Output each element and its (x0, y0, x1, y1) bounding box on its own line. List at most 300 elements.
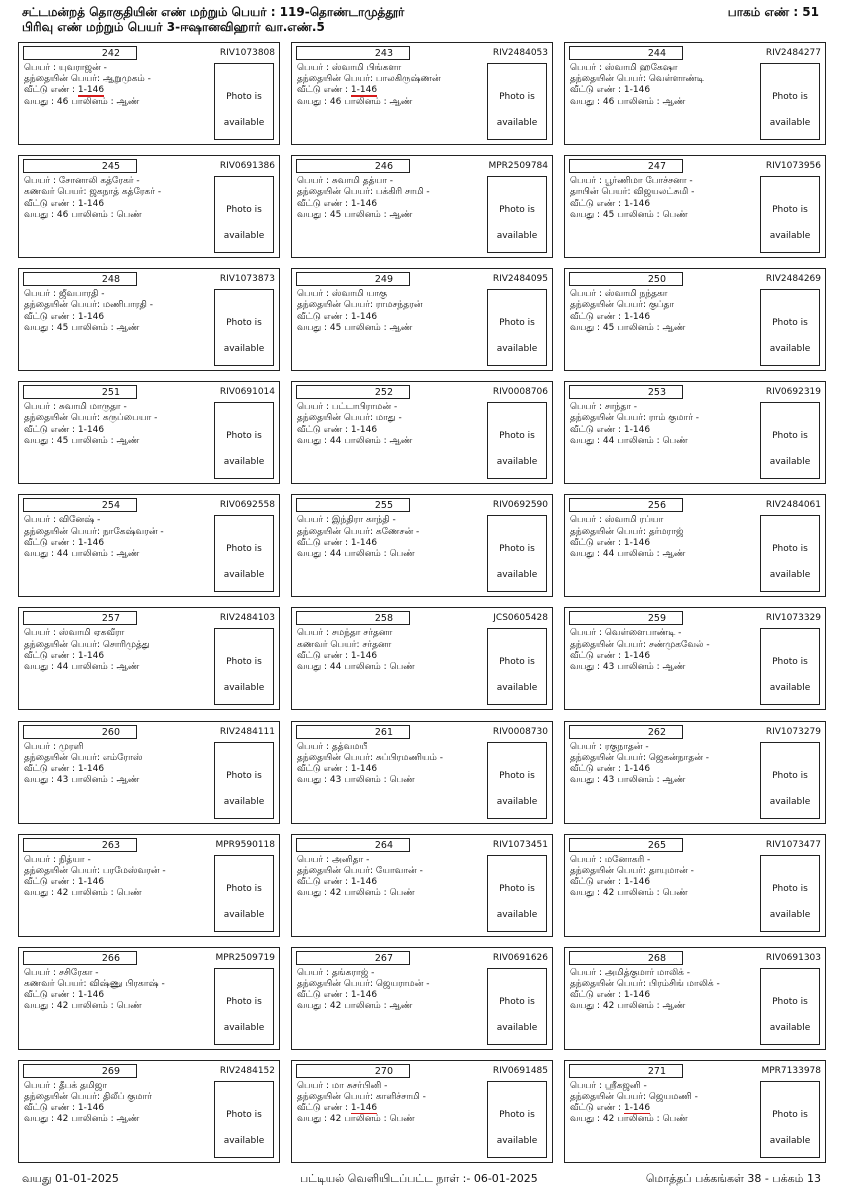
voter-name: பெயர் : நித்யா - (24, 854, 91, 865)
epic-number: RIV1073956 (765, 161, 821, 172)
gender-value: பெண் (116, 888, 142, 899)
footer-publication-date: பட்டியல் வெளியிடப்பட்ட நாள் :- 06-01-2025 (300, 1172, 538, 1185)
age-value: 44 (602, 435, 615, 446)
gender-value: ஆண் (662, 96, 686, 107)
gender-value: ஆண் (662, 662, 686, 673)
age-gender-line (24, 97, 214, 108)
gender-value: ஆண் (389, 1001, 413, 1012)
photo-text-line2: available (223, 683, 265, 694)
house-label: வீட்டு எண் : (570, 1103, 624, 1114)
serial-number: 251 (23, 385, 137, 399)
house-label: வீட்டு எண் : (570, 537, 624, 548)
footer-age-date: வயது 01-01-2025 (22, 1172, 119, 1185)
epic-number: MPR7133978 (761, 1065, 821, 1076)
serial-number: 261 (296, 725, 410, 739)
serial-number: 266 (23, 951, 137, 965)
serial-number: 244 (569, 46, 683, 60)
house-label: வீட்டு எண் : (297, 85, 351, 96)
photo-text-line1: Photo is (772, 883, 808, 894)
house-label: வீட்டு எண் : (297, 990, 351, 1001)
epic-number: MPR2509784 (488, 161, 548, 172)
gender-label: பாலினம் : (341, 96, 390, 107)
photo-text-line1: Photo is (499, 92, 535, 102)
house-number-line (570, 651, 760, 662)
house-label: வீட்டு எண் : (24, 990, 78, 1001)
epic-number: RIV1073477 (765, 839, 821, 850)
house-number: 1-146 (77, 537, 105, 548)
relation-name: தந்தையின் பெயர்: பிரம்சிங் மாலிக் - (570, 978, 720, 989)
gender-value: பெண் (389, 662, 415, 673)
house-number-line (24, 877, 214, 888)
gender-label: பாலினம் : (341, 775, 390, 786)
age-label: வயது : (297, 548, 330, 559)
age-gender-line (24, 210, 214, 221)
photo-placeholder (214, 628, 274, 705)
voter-details (297, 176, 487, 221)
house-number-line (570, 764, 760, 775)
photo-text-line1: Photo is (499, 205, 535, 216)
house-label: வீட்டு எண் : (570, 85, 624, 96)
epic-number: RIV2484053 (492, 48, 548, 58)
relation-name: தந்தையின் பெயர்: சொரிமுத்து (24, 639, 150, 650)
relation-name: கணவர் பெயர்: சர்தனா (297, 639, 392, 650)
house-number-line (24, 990, 214, 1001)
age-label: வயது : (570, 209, 603, 220)
photo-placeholder (214, 402, 274, 479)
serial-number: 262 (569, 725, 683, 739)
house-number-line (570, 312, 760, 323)
age-value: 46 (56, 96, 69, 107)
age-label: வயது : (24, 775, 57, 786)
voter-name: பெயர் : பூர்ணிமா போச்சனா - (570, 176, 693, 187)
photo-placeholder (760, 628, 820, 705)
age-value: 45 (56, 435, 69, 446)
gender-value: ஆண் (389, 435, 413, 446)
photo-text-line2: available (769, 231, 811, 242)
house-number-line (297, 312, 487, 323)
gender-label: பாலினம் : (68, 775, 117, 786)
voter-card (564, 1060, 826, 1163)
age-label: வயது : (24, 1114, 57, 1125)
voter-card (18, 155, 280, 258)
age-value: 46 (329, 96, 342, 107)
epic-number: RIV0692558 (219, 500, 275, 511)
gender-label: பாலினம் : (614, 209, 663, 220)
age-label: வயது : (24, 548, 57, 559)
photo-text-line1: Photo is (772, 431, 808, 442)
serial-number: 249 (296, 272, 410, 286)
voter-card (564, 607, 826, 710)
photo-placeholder (487, 176, 547, 253)
voter-card (18, 834, 280, 937)
gender-value: ஆண் (116, 435, 140, 446)
voter-name: பெயர் : முரளி (24, 741, 84, 752)
gender-label: பாலினம் : (68, 1114, 117, 1125)
epic-number: RIV1073873 (219, 274, 275, 285)
house-number: 1-146 (350, 990, 378, 1001)
house-number: 1-146 (623, 650, 651, 661)
serial-number: 252 (296, 385, 410, 399)
serial-number: 263 (23, 838, 137, 852)
voter-card (564, 947, 826, 1050)
photo-placeholder (760, 968, 820, 1045)
age-value: 42 (602, 888, 615, 899)
voter-details (24, 628, 214, 673)
age-gender-line (297, 1114, 487, 1125)
gender-label: பாலினம் : (341, 322, 390, 333)
voter-card (564, 268, 826, 371)
relation-name: தந்தையின் பெயர்: பாலகிருஷ்ணன் (297, 74, 441, 85)
photo-placeholder (487, 855, 547, 932)
age-value: 45 (329, 209, 342, 220)
age-gender-line (24, 888, 214, 899)
relation-name: தந்தையின் பெயர்: யோவான் - (297, 865, 423, 876)
photo-placeholder (214, 1081, 274, 1158)
voter-details (24, 63, 214, 108)
relation-name: தந்தையின் பெயர்: ஆறுமுகம் - (24, 74, 151, 85)
epic-number: MPR2509719 (215, 952, 275, 963)
age-label: வயது : (24, 1001, 57, 1012)
voter-name: பெயர் : வெள்ளைபாண்டி - (570, 628, 682, 639)
photo-text-line1: Photo is (772, 318, 808, 329)
house-number-line (570, 1103, 760, 1114)
photo-text-line2: available (223, 1022, 265, 1033)
gender-label: பாலினம் : (341, 1114, 390, 1125)
gender-label: பாலினம் : (614, 96, 663, 107)
gender-label: பாலினம் : (68, 662, 117, 673)
house-label: வீட்டு எண் : (570, 990, 624, 1001)
footer-page-info: மொத்தப் பக்கங்கள் 38 - பக்கம் 13 (645, 1172, 821, 1185)
voter-card (18, 381, 280, 484)
age-value: 42 (602, 1114, 615, 1125)
gender-value: பெண் (116, 209, 142, 220)
voter-name: பெயர் : சுவாமி மாருதா - (24, 402, 127, 413)
photo-placeholder (214, 742, 274, 819)
age-value: 43 (602, 662, 615, 673)
gender-value: ஆண் (662, 1001, 686, 1012)
relation-name: தாயின் பெயர்: விஜயலட்சுமி - (570, 187, 695, 198)
age-gender-line (297, 1001, 487, 1012)
voter-card (291, 268, 553, 371)
voter-details (297, 63, 487, 108)
photo-text-line1: Photo is (226, 431, 262, 442)
relation-name: தந்தையின் பெயர்: கணேசன் - (297, 526, 420, 537)
voter-details (570, 402, 760, 447)
house-number: 1-146 (350, 763, 378, 774)
house-label: வீட்டு எண் : (297, 311, 351, 322)
house-number-line (570, 425, 760, 436)
age-label: வயது : (297, 888, 330, 899)
house-number: 1-146 (623, 537, 651, 548)
house-label: வீட்டு எண் : (24, 877, 78, 888)
age-gender-line (570, 1001, 760, 1012)
section-title: பிரிவு எண் மற்றும் பெயர் 3-ஈஷானவிஹார் வா.எண்.5 (22, 20, 325, 34)
age-value: 46 (56, 209, 69, 220)
photo-text-line1: Photo is (499, 996, 535, 1007)
photo-text-line1: Photo is (226, 657, 262, 668)
house-number-line (24, 764, 214, 775)
age-value: 44 (329, 662, 342, 673)
age-gender-line (570, 97, 760, 108)
house-label: வீட்டு எண் : (297, 537, 351, 548)
photo-placeholder (487, 402, 547, 479)
house-number-line (570, 538, 760, 549)
relation-name: தந்தையின் பெயர்: ஜெயராமன் - (297, 978, 430, 989)
age-gender-line (570, 888, 760, 899)
gender-value: ஆண் (389, 209, 413, 220)
epic-number: RIV0691386 (219, 161, 275, 172)
serial-number: 267 (296, 951, 410, 965)
house-number-line (570, 877, 760, 888)
photo-text-line2: available (496, 118, 538, 128)
voter-card (291, 834, 553, 937)
voter-details (570, 742, 760, 787)
house-number: 1-146 (350, 650, 378, 661)
house-number-line (24, 538, 214, 549)
gender-value: பெண் (389, 888, 415, 899)
gender-label: பாலினம் : (614, 888, 663, 899)
voter-card-grid (18, 42, 826, 1156)
age-value: 43 (602, 775, 615, 786)
age-gender-line (570, 323, 760, 334)
photo-placeholder (487, 742, 547, 819)
house-number-line (24, 199, 214, 210)
voter-card (291, 381, 553, 484)
house-label: வீட்டு எண் : (570, 424, 624, 435)
photo-text-line2: available (223, 796, 265, 807)
voter-details (297, 855, 487, 900)
age-value: 44 (329, 548, 342, 559)
photo-text-line1: Photo is (772, 1109, 808, 1120)
relation-name: தந்தையின் பெயர்: காளிச்சாமி - (297, 1092, 426, 1103)
serial-number: 255 (296, 498, 410, 512)
age-label: வயது : (297, 775, 330, 786)
photo-placeholder (487, 63, 547, 140)
voter-name: பெயர் : ஸ்வாமி ஹகேஷா (570, 63, 678, 73)
photo-text-line1: Photo is (499, 1109, 535, 1120)
epic-number: RIV2484277 (765, 48, 821, 58)
house-number-highlighted: 1-146 (350, 1103, 378, 1114)
house-number-line (297, 425, 487, 436)
gender-label: பாலினம் : (341, 888, 390, 899)
voter-details (570, 968, 760, 1013)
house-number: 1-146 (350, 537, 378, 548)
photo-text-line1: Photo is (499, 318, 535, 329)
voter-card (291, 947, 553, 1050)
photo-placeholder (214, 855, 274, 932)
voter-card (564, 42, 826, 145)
age-value: 42 (329, 1114, 342, 1125)
age-label: வயது : (570, 322, 603, 333)
voter-name: பெயர் : மனோகரி - (570, 854, 651, 865)
age-label: வயது : (570, 662, 603, 673)
gender-label: பாலினம் : (614, 435, 663, 446)
gender-label: பாலினம் : (341, 662, 390, 673)
gender-value: பெண் (116, 1001, 142, 1012)
serial-number: 248 (23, 272, 137, 286)
serial-number: 268 (569, 951, 683, 965)
house-number: 1-146 (623, 198, 651, 209)
serial-number: 259 (569, 611, 683, 625)
house-number: 1-146 (623, 877, 651, 888)
gender-label: பாலினம் : (68, 548, 117, 559)
age-value: 45 (602, 322, 615, 333)
relation-name: கணவர் பெயர்: ஜகநாத் கத்ரேகர் - (24, 187, 162, 198)
gender-label: பாலினம் : (341, 209, 390, 220)
voter-card (291, 42, 553, 145)
constituency-title: சட்டமன்றத் தொகுதியின் எண் மற்றும் பெயர் : 119-தொண்டாமுத்தூர் (22, 5, 405, 19)
relation-name: தந்தையின் பெயர்: வெள்ளாண்டி (570, 74, 705, 85)
photo-text-line1: Photo is (499, 770, 535, 781)
age-label: வயது : (297, 96, 330, 107)
voter-name: பெயர் : தங்கராஜ் - (297, 967, 375, 978)
gender-label: பாலினம் : (68, 96, 117, 107)
voter-details (570, 628, 760, 673)
relation-name: தந்தையின் பெயர்: எம்ரோஸ் (24, 752, 143, 763)
serial-number: 260 (23, 725, 137, 739)
house-number: 1-146 (350, 311, 378, 322)
voter-details (24, 968, 214, 1013)
photo-text-line1: Photo is (499, 883, 535, 894)
relation-name: தந்தையின் பெயர்: சுப்பிரமணியம் - (297, 752, 443, 763)
voter-name: பெயர் : சமந்தா சர்தனா (297, 628, 393, 639)
voter-name: பெயர் : அனிதா - (297, 854, 370, 865)
voter-details (24, 515, 214, 560)
photo-text-line1: Photo is (772, 996, 808, 1007)
gender-value: ஆண் (116, 322, 140, 333)
age-label: வயது : (24, 322, 57, 333)
house-number-highlighted: 1-146 (350, 85, 378, 96)
voter-card (18, 947, 280, 1050)
photo-text-line2: available (223, 457, 265, 468)
age-gender-line (570, 662, 760, 673)
age-label: வயது : (570, 1114, 603, 1125)
age-value: 42 (329, 888, 342, 899)
photo-text-line2: available (496, 683, 538, 694)
gender-label: பாலினம் : (614, 662, 663, 673)
house-number: 1-146 (350, 198, 378, 209)
age-gender-line (297, 662, 487, 673)
relation-name: தந்தையின் பெயர்: குப்தா (570, 300, 675, 311)
voter-details (570, 515, 760, 560)
house-number-line (297, 199, 487, 210)
epic-number: JCS0605428 (493, 613, 548, 624)
voter-card (291, 607, 553, 710)
voter-details (24, 1081, 214, 1126)
photo-text-line1: Photo is (226, 883, 262, 894)
photo-text-line1: Photo is (226, 205, 262, 216)
epic-number: RIV0692319 (765, 387, 821, 398)
age-value: 45 (602, 209, 615, 220)
age-label: வயது : (570, 775, 603, 786)
photo-text-line1: Photo is (226, 770, 262, 781)
serial-number: 247 (569, 159, 683, 173)
photo-text-line2: available (769, 1135, 811, 1146)
photo-text-line2: available (496, 909, 538, 920)
epic-number: RIV1073279 (765, 726, 821, 737)
house-number: 1-146 (77, 198, 105, 209)
age-label: வயது : (24, 435, 57, 446)
voter-card (564, 494, 826, 597)
epic-number: RIV0692590 (492, 500, 548, 511)
gender-value: பெண் (389, 1114, 415, 1125)
photo-text-line1: Photo is (226, 318, 262, 329)
photo-placeholder (487, 968, 547, 1045)
gender-label: பாலினம் : (614, 548, 663, 559)
part-number: பாகம் எண் : 51 (727, 5, 819, 19)
relation-name: தந்தையின் பெயர்: ஜெகன்நாதன் - (570, 752, 710, 763)
voter-name: பெயர் : அமித்குமார் மாலிக் - (570, 967, 691, 978)
epic-number: RIV0691626 (492, 952, 548, 963)
epic-number: RIV1073329 (765, 613, 821, 624)
house-number-line (297, 1103, 487, 1114)
voter-details (24, 176, 214, 221)
photo-text-line1: Photo is (226, 996, 262, 1007)
photo-text-line2: available (769, 909, 811, 920)
photo-text-line2: available (496, 570, 538, 581)
voter-card (564, 834, 826, 937)
epic-number: RIV0008706 (492, 387, 548, 398)
gender-label: பாலினம் : (68, 1001, 117, 1012)
voter-details (297, 968, 487, 1013)
gender-value: ஆண் (662, 775, 686, 786)
age-value: 44 (329, 435, 342, 446)
gender-label: பாலினம் : (68, 322, 117, 333)
age-label: வயது : (297, 322, 330, 333)
photo-text-line2: available (496, 796, 538, 807)
epic-number: RIV2484269 (765, 274, 821, 285)
gender-value: ஆண் (116, 548, 140, 559)
relation-name: தந்தையின் பெயர்: பக்கிரி சாமி - (297, 187, 430, 198)
age-gender-line (297, 888, 487, 899)
gender-label: பாலினம் : (68, 435, 117, 446)
photo-text-line1: Photo is (499, 544, 535, 555)
house-label: வீட்டு எண் : (297, 198, 351, 209)
photo-placeholder (214, 63, 274, 140)
relation-name: தந்தையின் பெயர்: மாது - (297, 413, 402, 424)
voter-details (297, 1081, 487, 1126)
photo-placeholder (760, 63, 820, 140)
age-value: 42 (602, 1001, 615, 1012)
serial-number: 253 (569, 385, 683, 399)
voter-name: பெயர் : ஸ்வாமி நந்தகா (570, 289, 668, 300)
voter-details (297, 628, 487, 673)
voter-card (291, 494, 553, 597)
house-number-line (570, 990, 760, 1001)
voter-card (18, 494, 280, 597)
age-label: வயது : (297, 1001, 330, 1012)
house-number: 1-146 (77, 650, 105, 661)
photo-text-line2: available (769, 683, 811, 694)
age-label: வயது : (297, 209, 330, 220)
voter-name: பெயர் : சாந்தா - (570, 402, 638, 413)
voter-name: பெயர் : ஜீவபாரதி - (24, 289, 105, 300)
photo-text-line2: available (769, 118, 811, 128)
gender-value: பெண் (662, 1114, 688, 1125)
house-number: 1-146 (77, 424, 105, 435)
house-label: வீட்டு எண் : (24, 1103, 78, 1114)
voter-details (24, 855, 214, 900)
age-label: வயது : (297, 1114, 330, 1125)
photo-placeholder (487, 515, 547, 592)
voter-details (297, 289, 487, 334)
photo-placeholder (760, 176, 820, 253)
epic-number: RIV2484061 (765, 500, 821, 511)
voter-name: பெயர் : ஸ்வாமி யாகு (297, 289, 387, 300)
voter-name: பெயர் : ஸ்வாமி பிங்களா (297, 63, 402, 73)
age-gender-line (24, 662, 214, 673)
voter-card (291, 155, 553, 258)
